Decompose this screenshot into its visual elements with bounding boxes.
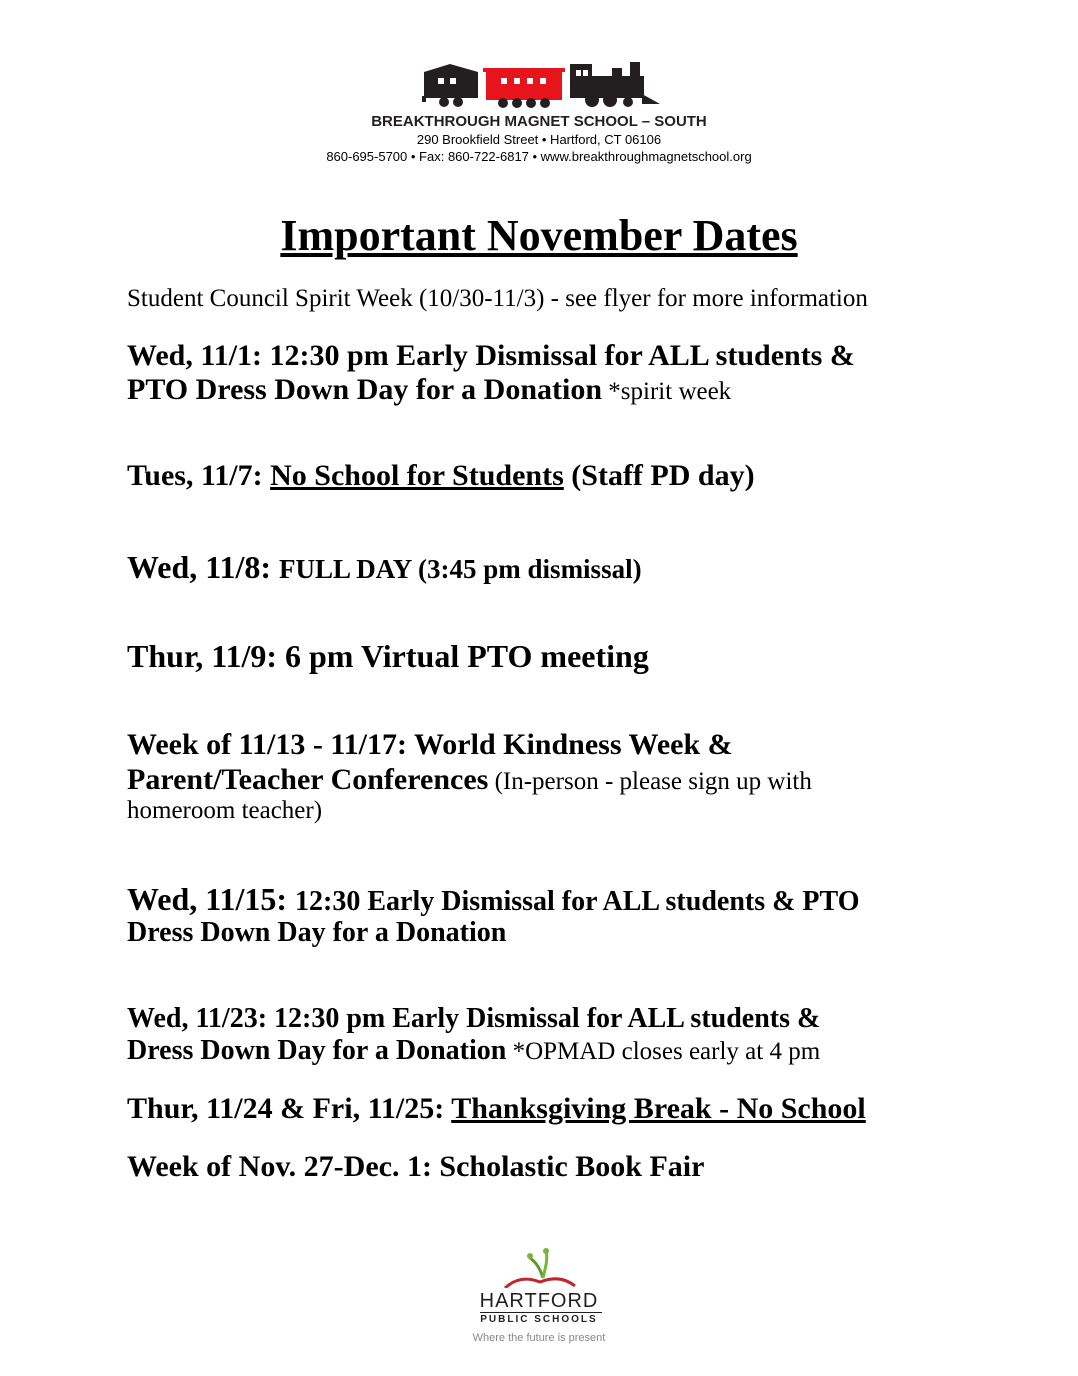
event-11-24-date: Thur, 11/24 & Fri, 11/25: — [127, 1092, 452, 1125]
event-11-8-title: FULL DAY (3:45 pm dismissal) — [279, 554, 642, 584]
event-11-23-note: *OPMAD closes early at 4 pm — [506, 1038, 821, 1065]
event-11-1-line1: Wed, 11/1: 12:30 pm Early Dismissal for ALL students & — [127, 339, 855, 372]
page-title: Important November Dates — [280, 211, 798, 260]
hartford-logo-sub: PUBLIC SCHOOLS — [480, 1314, 598, 1325]
event-book-fair: Week of Nov. 27-Dec. 1: Scholastic Book Fair — [127, 1150, 705, 1183]
event-11-23-line1: Wed, 11/23: 12:30 pm Early Dismissal for ALL students & — [127, 1003, 821, 1034]
event-11-1-line2: PTO Dress Down Day for a Donation — [127, 373, 603, 406]
event-11-15-date: Wed, 11/15: — [127, 881, 296, 917]
event-11-13-line1: Week of 11/13 - 11/17: World Kindness Week & — [127, 728, 733, 761]
event-11-1-note: *spirit week — [602, 378, 732, 405]
event-11-13-note-cont: homeroom teacher) — [127, 797, 323, 824]
hartford-logo-name: HARTFORD — [479, 1290, 599, 1312]
event-11-7-date: Tues, 11/7: — [127, 459, 271, 492]
event-11-24-title: Thanksgiving Break - No School — [451, 1092, 866, 1125]
event-11-13-line2: Parent/Teacher Conferences — [127, 763, 489, 796]
event-11-15-line1: 12:30 Early Dismissal for ALL students & PTO — [295, 886, 860, 917]
event-11-7-note: (Staff PD day) — [563, 459, 755, 492]
spirit-week-note: Student Council Spirit Week (10/30-11/3) - see flyer for more information — [127, 285, 868, 312]
event-11-23-line2: Dress Down Day for a Donation — [127, 1035, 507, 1066]
event-11-13-note: (In-person - please sign up with — [488, 768, 812, 795]
hartford-tagline: Where the future is present — [472, 1332, 606, 1344]
event-11-15-line2: Dress Down Day for a Donation — [127, 917, 507, 948]
school-name: BREAKTHROUGH MAGNET SCHOOL – SOUTH — [371, 113, 707, 130]
school-contact: 860-695-5700 • Fax: 860-722-6817 • www.breakthroughmagnetschool.org — [326, 149, 752, 164]
school-address: 290 Brookfield Street • Hartford, CT 06106 — [416, 132, 662, 147]
logo-divider — [480, 1312, 602, 1313]
event-11-7-title: No School for Students — [270, 459, 564, 492]
event-11-9: Thur, 11/9: 6 pm Virtual PTO meeting — [127, 638, 649, 674]
hartford-logo-icon — [500, 1248, 580, 1288]
train-logo-icon — [420, 58, 662, 108]
event-11-8-date: Wed, 11/8: — [127, 549, 280, 585]
